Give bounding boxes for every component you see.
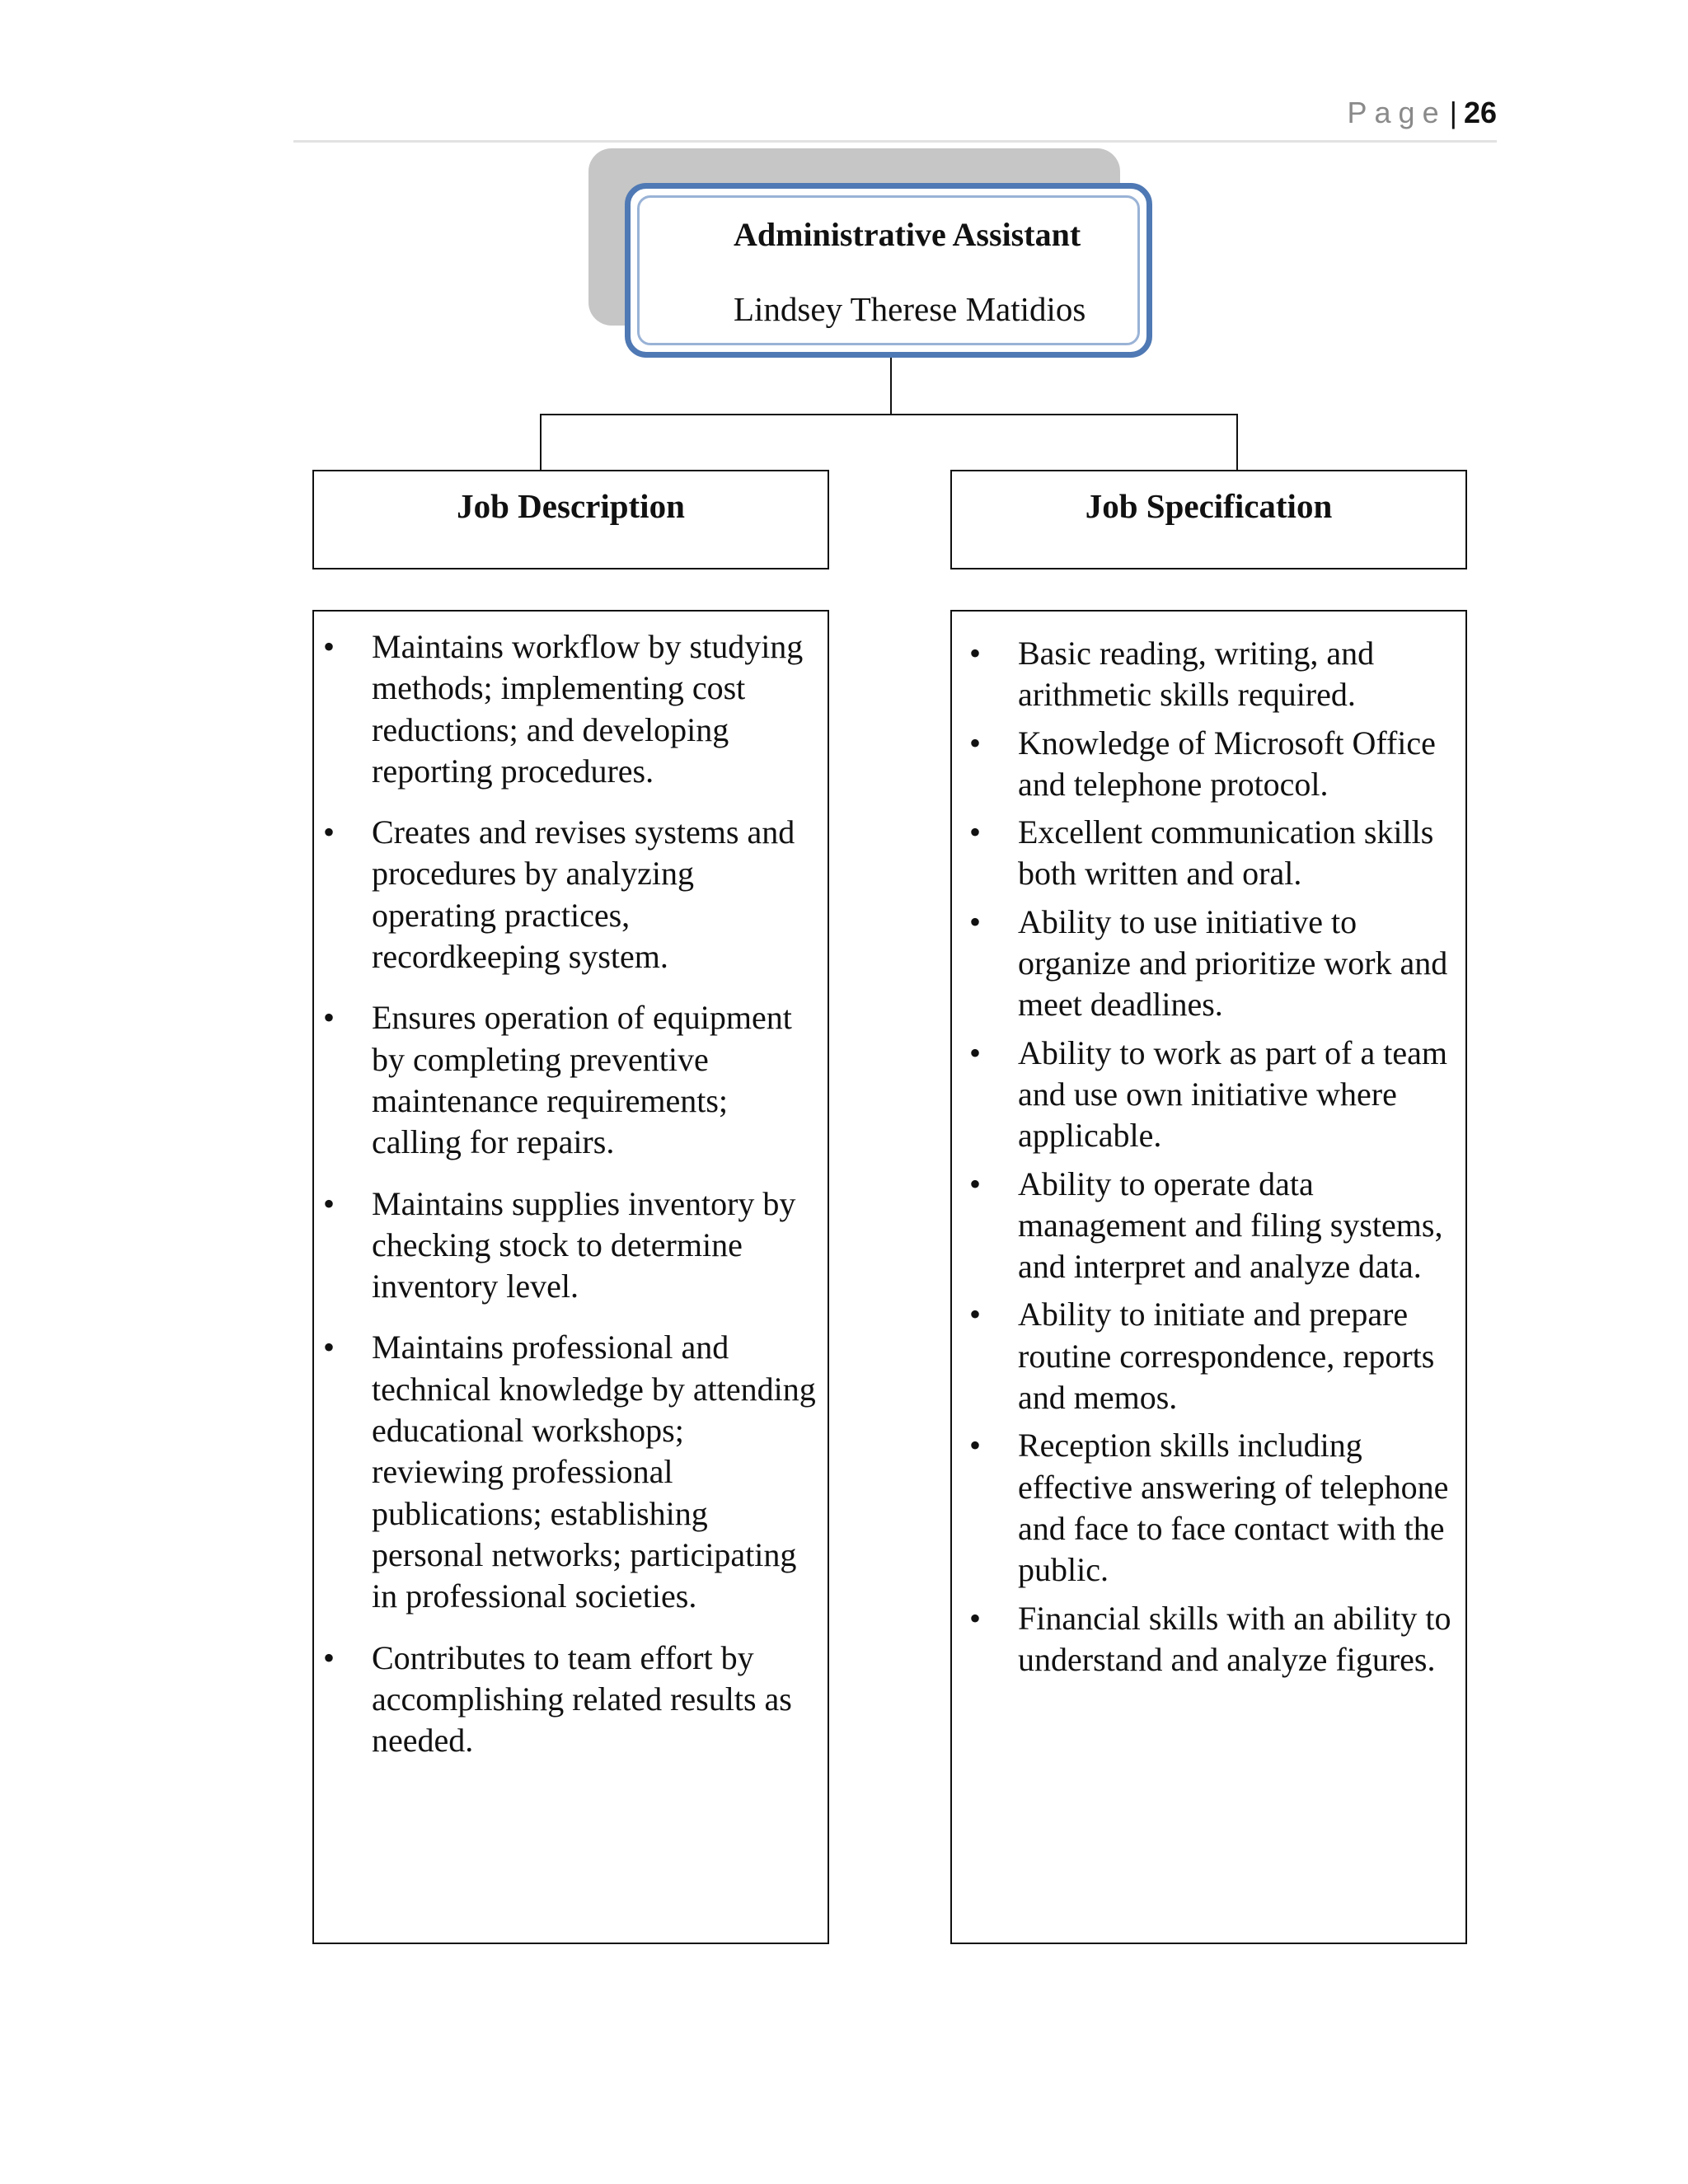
bullet-icon: • (322, 1184, 335, 1222)
list-item (314, 997, 828, 1163)
list-item-text: Creates and revises systems and procedures by analyzing operating practices, recordkeeping system. (372, 813, 795, 976)
list-item (952, 1294, 1465, 1418)
list-item-text: Basic reading, writing, and arithmetic skills required. (1018, 635, 1375, 714)
list-item (314, 1183, 828, 1308)
job-description-list (314, 626, 828, 1781)
list-item (314, 812, 828, 977)
connector-vertical-main (890, 358, 892, 415)
list-item-text: Knowledge of Microsoft Office and telephone protocol. (1018, 724, 1436, 803)
list-item (952, 633, 1465, 716)
list-item (952, 902, 1465, 1026)
list-item-text: Ability to operate data management and filing systems, and interpret and analyze data. (1018, 1165, 1443, 1286)
list-item-text: Excellent communication skills both written and oral. (1018, 813, 1434, 893)
position-box (625, 183, 1152, 358)
job-description-heading-box (312, 470, 829, 569)
page-word: Page (1347, 96, 1447, 129)
list-item-text: Ensures operation of equipment by completing preventive maintenance requirements; calling for repairs. (372, 999, 792, 1161)
job-specification-list (952, 633, 1465, 1687)
bullet-icon: • (322, 1638, 335, 1676)
list-item-text: Ability to initiate and prepare routine correspondence, reports and memos. (1018, 1296, 1435, 1417)
page-separator: | (1449, 96, 1457, 129)
bullet-icon: • (968, 1427, 981, 1465)
page-number: 26 (1463, 96, 1497, 129)
list-item (952, 1598, 1465, 1681)
list-item (952, 812, 1465, 895)
bullet-icon: • (968, 724, 981, 762)
list-item-text: Contributes to team effort by accomplishing related results as needed. (372, 1638, 792, 1760)
job-specification-heading: Job Specification (1085, 487, 1333, 525)
bullet-icon: • (968, 1599, 981, 1637)
job-specification-box (950, 610, 1467, 1944)
bullet-icon: • (322, 1329, 335, 1366)
list-item (314, 1638, 828, 1762)
list-item-text: Reception skills including effective answering of telephone and face to face contact with the public. (1018, 1427, 1449, 1589)
page-number-label (1348, 96, 1497, 130)
list-item (314, 626, 828, 792)
bullet-icon: • (968, 635, 981, 672)
list-item-text: Maintains professional and technical knowledge by attending educational workshops; reviewing professional publications; establishing personal networks; participating in professional societies. (372, 1329, 816, 1615)
position-title: Administrative Assistant (734, 216, 1081, 253)
list-item-text: Ability to use initiative to organize and prioritize work and meet deadlines. (1018, 902, 1448, 1024)
bullet-icon: • (322, 628, 335, 665)
bullet-icon: • (968, 1033, 981, 1071)
list-item-text: Maintains workflow by studying methods; implementing cost reductions; and developing reporting procedures. (372, 628, 804, 790)
list-item (952, 1425, 1465, 1591)
bullet-icon: • (968, 1165, 981, 1202)
job-description-heading: Job Description (457, 487, 685, 525)
bullet-icon: • (322, 813, 335, 851)
list-item (952, 1033, 1465, 1157)
connector-left-drop (540, 414, 542, 470)
list-item (952, 1164, 1465, 1288)
connector-horizontal (540, 414, 1238, 415)
list-item-text: Financial skills with an ability to understand and analyze figures. (1018, 1599, 1451, 1678)
list-item (314, 1327, 828, 1617)
list-item (952, 723, 1465, 806)
bullet-icon: • (968, 813, 981, 851)
bullet-icon: • (322, 999, 335, 1037)
job-specification-heading-box (950, 470, 1467, 569)
bullet-icon: • (968, 1296, 981, 1333)
bullet-icon: • (968, 902, 981, 940)
employee-name: Lindsey Therese Matidios (734, 290, 1086, 328)
connector-right-drop (1236, 414, 1238, 470)
list-item-text: Ability to work as part of a team and use own initiative where applicable. (1018, 1033, 1447, 1155)
list-item-text: Maintains supplies inventory by checking stock to determine inventory level. (372, 1184, 796, 1305)
page-header (293, 91, 1497, 143)
job-description-box (312, 610, 829, 1944)
